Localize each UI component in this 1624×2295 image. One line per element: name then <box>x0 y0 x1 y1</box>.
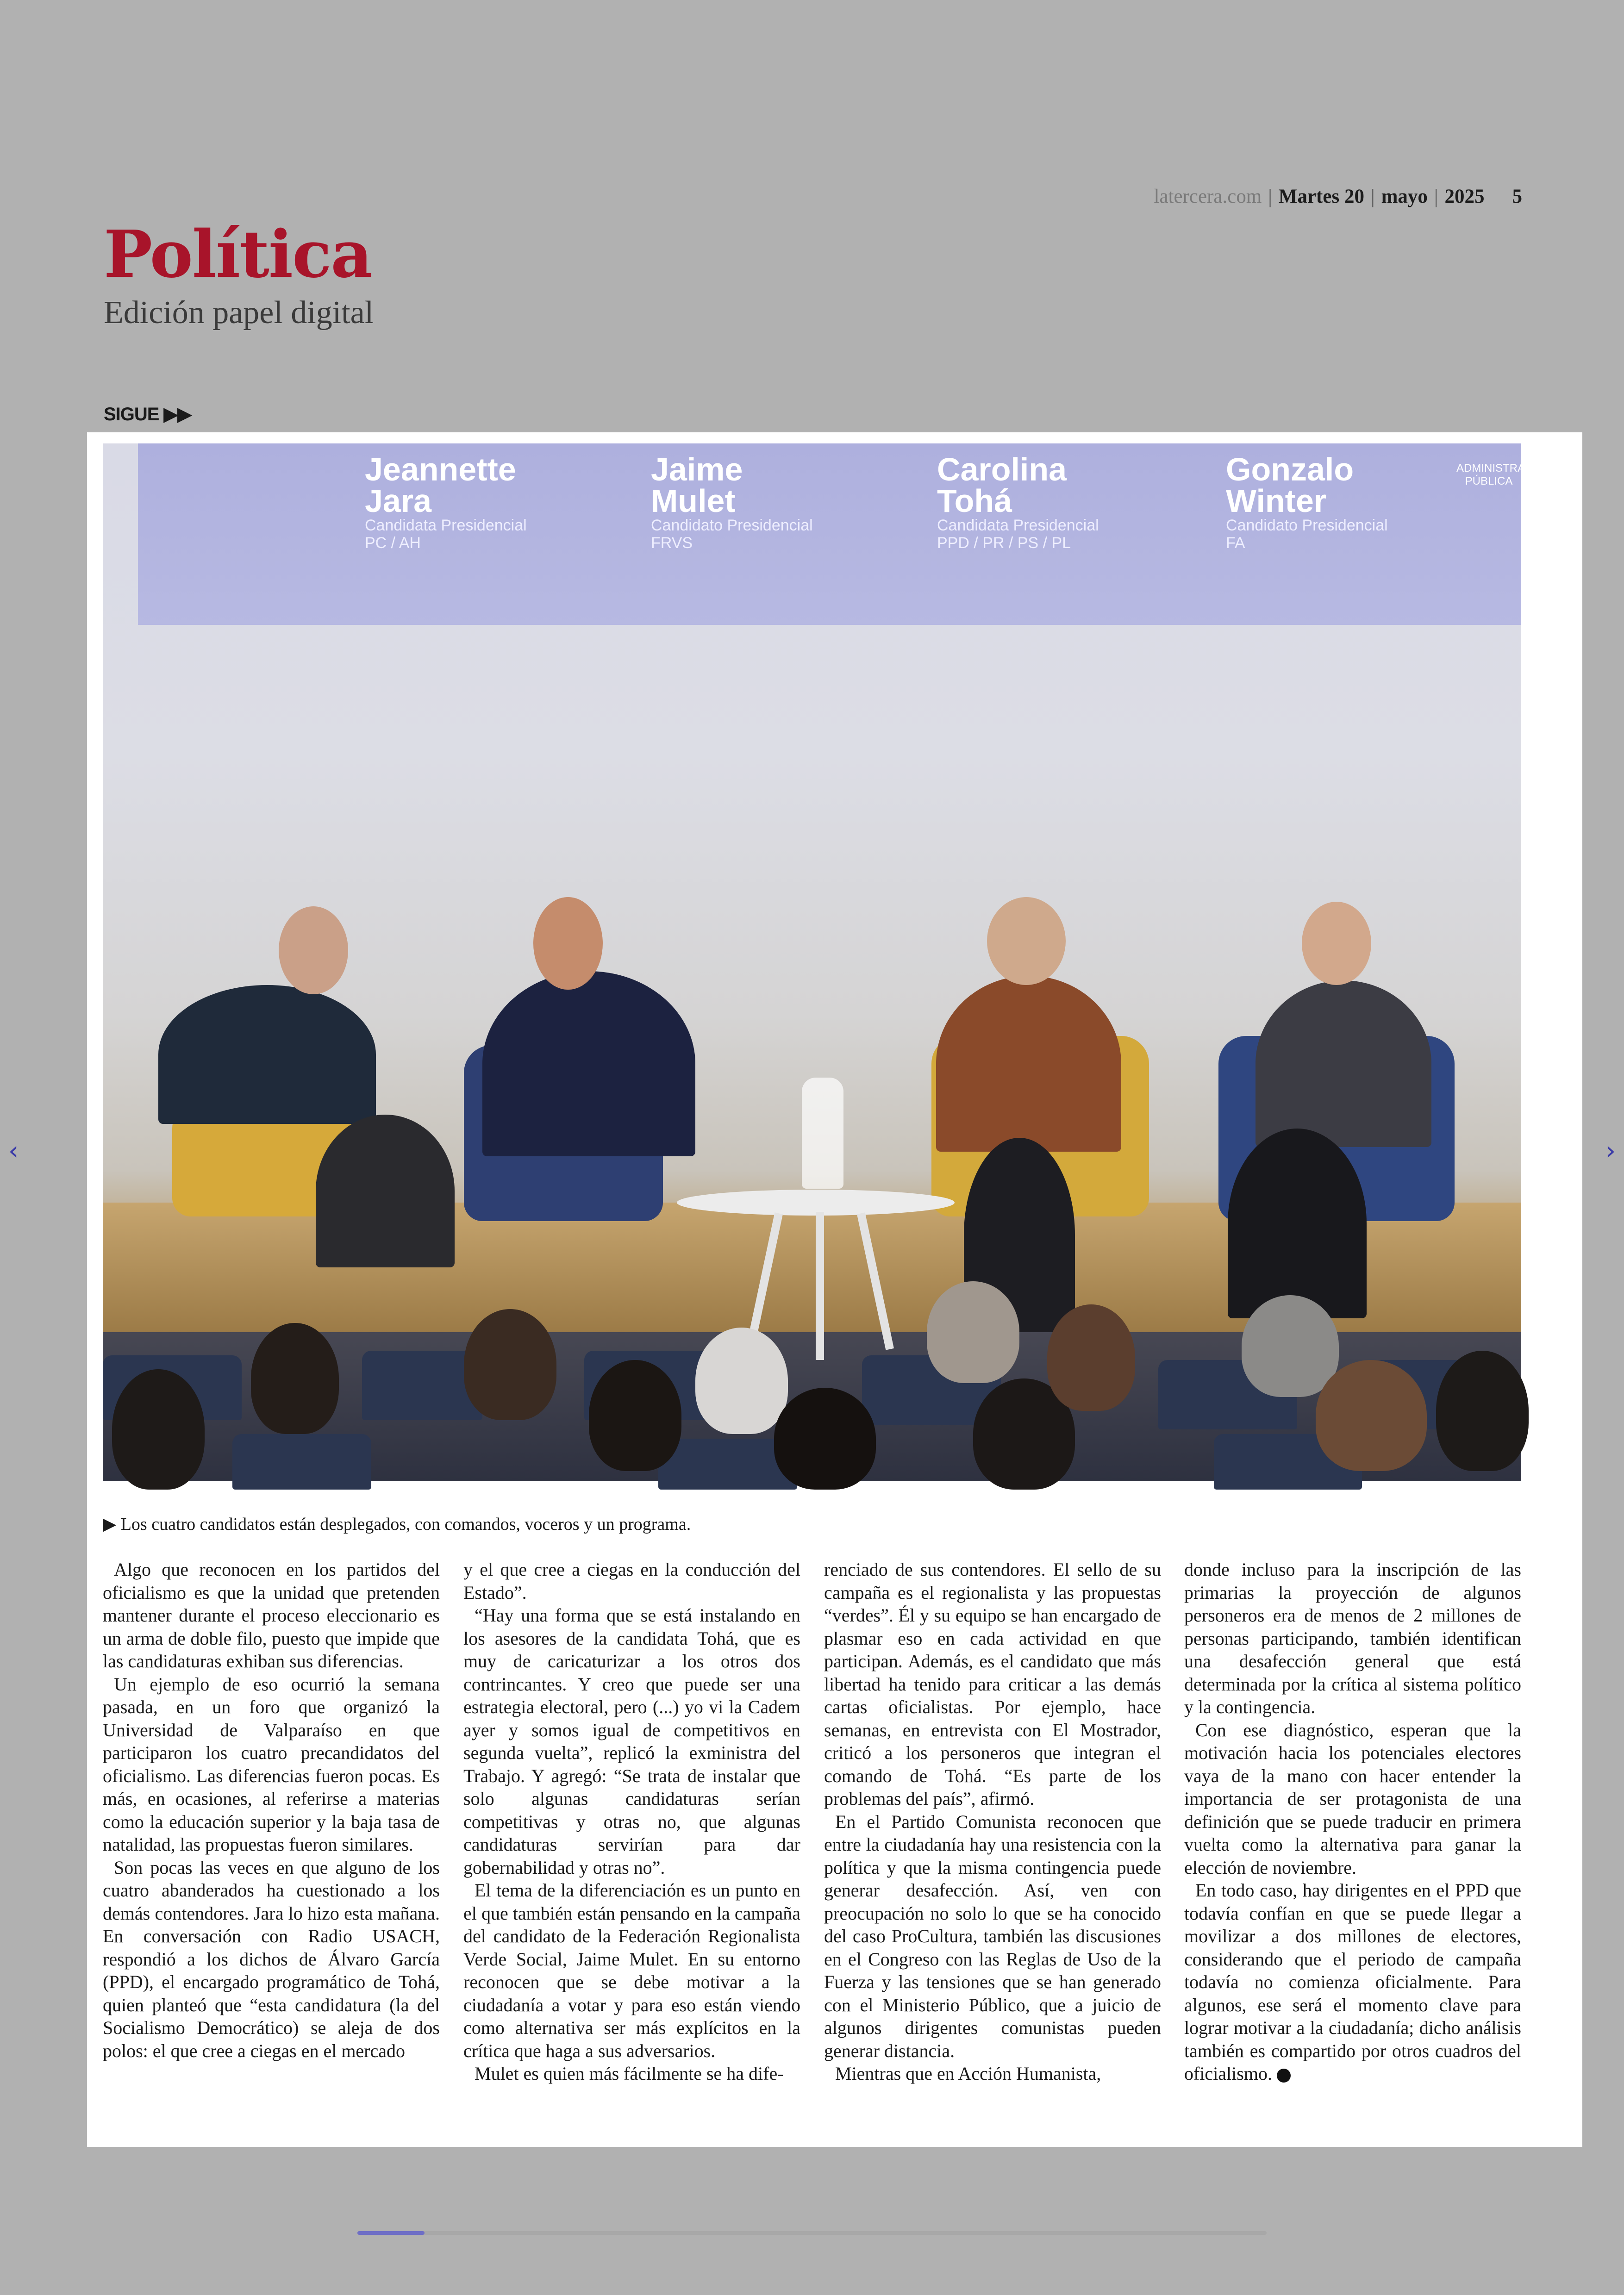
paragraph: Algo que reconocen en los partidos del oficialismo es que la unidad que pretenden mantener durante el proceso eleccionario es un arma de doble filo, puesto que impide que las candidaturas exhiban sus diferencias. <box>103 1559 440 1671</box>
audience-member <box>1436 1351 1529 1471</box>
candidate-label-toha <box>937 451 1099 552</box>
paragraph: donde incluso para la inscripción de las primarias la proyección de algunos personeros era de menos de 2 millones de personas participando, también identifican una desafección general que está determinada por la crítica al sistema político y la contingencia. <box>1184 1559 1521 1717</box>
university-logo: ADMINISTRACIÓN PÚBLICA <box>1456 462 1553 487</box>
text-column-2 <box>463 1558 800 2085</box>
panelist-legs <box>1228 1129 1367 1318</box>
page-progress-fill <box>357 2231 425 2235</box>
next-page-button[interactable] <box>1605 1136 1616 1166</box>
audience-member <box>464 1309 556 1420</box>
text-column-1 <box>103 1558 440 2062</box>
candidate-role: Candidato Presidencial <box>651 517 813 534</box>
panelist-head <box>1302 902 1371 985</box>
page-progress-bar[interactable] <box>357 2231 1267 2235</box>
candidate-label-jara <box>365 451 527 552</box>
separator: | <box>1268 186 1272 207</box>
text-column-4 <box>1184 1558 1521 2085</box>
panelist-toha <box>936 976 1121 1152</box>
paragraph: Mientras que en Acción Humanista, <box>835 2063 1101 2084</box>
audience-member <box>774 1388 876 1490</box>
chevron-left-icon: ‹ <box>8 1136 19 1166</box>
issue-year: 2025 <box>1444 186 1485 207</box>
table-leg <box>816 1212 824 1360</box>
water-carafe <box>802 1078 843 1189</box>
paragraph: El tema de la diferenciación es un punto en el que también están pensando en la campaña del candidato de la Federación Regionalista Verde Social, Jaime Mulet. En su entorno reconocen que se debe motivar a la ciudadanía a votar y para eso están viendo como alternativa ser más explícitos en la crítica que haga a sus adversarios. <box>463 1880 800 2061</box>
end-of-article-icon <box>1277 2069 1291 2083</box>
audience-member <box>251 1323 339 1434</box>
candidate-name: Jeannette Jara <box>365 451 516 519</box>
section-subtitle: Edición papel digital <box>104 295 374 331</box>
paragraph: Mulet es quien más fácilmente se ha dife- <box>475 2063 784 2084</box>
paragraph: y el que cree a ciegas en la conducción del Estado”. <box>463 1559 800 1603</box>
paragraph: Un ejemplo de eso ocurrió la semana pasada, en un foro que organizó la Universidad de Valparaíso en que participaron los cuatro precandidatos del oficialismo. Las diferencias fueron pocas. Es más, en ocasiones, al referirse a materias como la educación superior y la baja tasa de natalidad, las propuestas fueron similares. <box>103 1673 440 1855</box>
candidate-party: PPD / PR / PS / PL <box>937 534 1071 552</box>
candidate-label-mulet <box>651 451 813 552</box>
issue-header <box>1154 185 1522 208</box>
panelist-legs <box>316 1115 455 1267</box>
separator: | <box>1434 186 1438 207</box>
panelist-jara <box>1255 980 1431 1147</box>
paragraph: En el Partido Comunista reconocen que entre la ciudadanía hay una resistencia con la política y que la misma contingencia puede generar desafección. Así, ven con preocupación no solo lo que se ha conocido del caso ProCultura, también las discusiones en el Congreso con las Reglas de Uso de la Fuerza y las tensiones que se han generado con el Ministerio Público, que a juicio de algunos dirigentes comunistas pueden generar distancia. <box>824 1811 1161 2061</box>
issue-day: Martes 20 <box>1278 186 1364 207</box>
candidate-party: PC / AH <box>365 534 421 552</box>
candidate-party: FA <box>1226 534 1245 552</box>
panelist-mulet <box>482 971 695 1156</box>
section-title: Política <box>104 217 372 293</box>
article-body <box>103 1558 1521 2095</box>
prev-page-button[interactable] <box>8 1136 19 1166</box>
audience-member <box>589 1360 681 1471</box>
audience-member <box>112 1369 205 1490</box>
audience-member <box>1316 1360 1427 1471</box>
panelist-head <box>279 906 348 994</box>
audience-member <box>927 1281 1019 1383</box>
article-card <box>87 432 1582 2147</box>
paragraph: Son pocas las veces en que alguno de los cuatro abanderados ha cuestionado a los demás contendores. Jara lo hizo esta mañana. En conversación con Radio USACH, respondió a los dichos de Álvaro García (PPD), el encargado programático de Tohá, quien planteó que “esta candidatura (la del Socialismo Democrático) se aleja de dos polos: el que cree a ciegas en el mercado <box>103 1857 440 2061</box>
candidate-name: Carolina Tohá <box>937 451 1067 519</box>
article-photo <box>103 443 1553 1481</box>
candidate-role: Candidato Presidencial <box>1226 517 1388 534</box>
panelist-winter <box>158 985 376 1124</box>
panelist-head <box>987 897 1066 985</box>
text-column-3 <box>824 1558 1161 2085</box>
issue-month: mayo <box>1381 186 1428 207</box>
continue-label: SIGUE ▶▶ <box>104 404 192 424</box>
candidate-name: Gonzalo Winter <box>1226 451 1354 519</box>
separator: | <box>1370 186 1375 207</box>
candidate-name: Jaime Mulet <box>651 451 743 519</box>
paragraph: Con ese diagnóstico, esperan que la motivación hacia los potenciales electores vaya de la mano con hacer entender la importancia de ser protagonista de una definición que se puede traducir en primera vuelta como la alternativa para ganar la elección de noviembre. <box>1184 1719 1521 1878</box>
paragraph: renciado de sus contendores. El sello de su campaña es el regionalista y las propuestas “verdes”. Él y su equipo se han encargado de plasmar eso en cada actividad en que participan. Además, es el candidato que más libertad ha tenido para criticar a las demás cartas oficialistas. Por ejemplo, hace semanas, en entrevista con El Mostrador, criticó a los personeros que integran el comando de Tohá. “Es parte de los problemas del país”, afirmó. <box>824 1559 1161 1809</box>
audience-seat <box>232 1434 371 1490</box>
candidate-role: Candidata Presidencial <box>365 517 527 534</box>
paragraph <box>1184 1879 1521 2085</box>
paragraph: “Hay una forma que se está instalando en los asesores de la candidata Tohá, que es muy de caricaturizar a los otros dos contrincantes. Y creo que puede ser una estrategia electoral, pero (...) yo vi la Cadem ayer y somos igual de competitivos en segunda vuelta”, replicó la exministra del Trabajo. Y agregó: “Se trata de instalar que solo algunas candidaturas serían competitivas y otras no, que algunas candidaturas servirían para dar gobernabilidad y otras no”. <box>463 1605 800 1878</box>
audience-member <box>1047 1304 1135 1411</box>
page-number: 5 <box>1512 186 1522 207</box>
candidate-party: FRVS <box>651 534 693 552</box>
projection-screen <box>138 443 1553 625</box>
site-name[interactable]: latercera.com <box>1154 186 1262 207</box>
panelist-head <box>533 897 603 990</box>
audience-member <box>1242 1295 1339 1397</box>
candidate-role: Candidata Presidencial <box>937 517 1099 534</box>
photo-caption: ▶ Los cuatro candidatos están desplegados, con comandos, voceros y un programa. <box>103 1515 691 1534</box>
candidate-label-winter <box>1226 451 1388 552</box>
chevron-right-icon: › <box>1605 1136 1616 1166</box>
audience-member <box>695 1328 788 1434</box>
paragraph-text: En todo caso, hay dirigentes en el PPD que todavía confían en que se puede llegar a movilizar a dos millones de electores, considerando que el periodo de campaña todavía no comienza oficialmente. Para algunos, ese será el momento clave para lograr motivar a la ciudadanía; dicho análisis también es compartido por otros cuadros del oficialismo. <box>1184 1880 1521 2084</box>
